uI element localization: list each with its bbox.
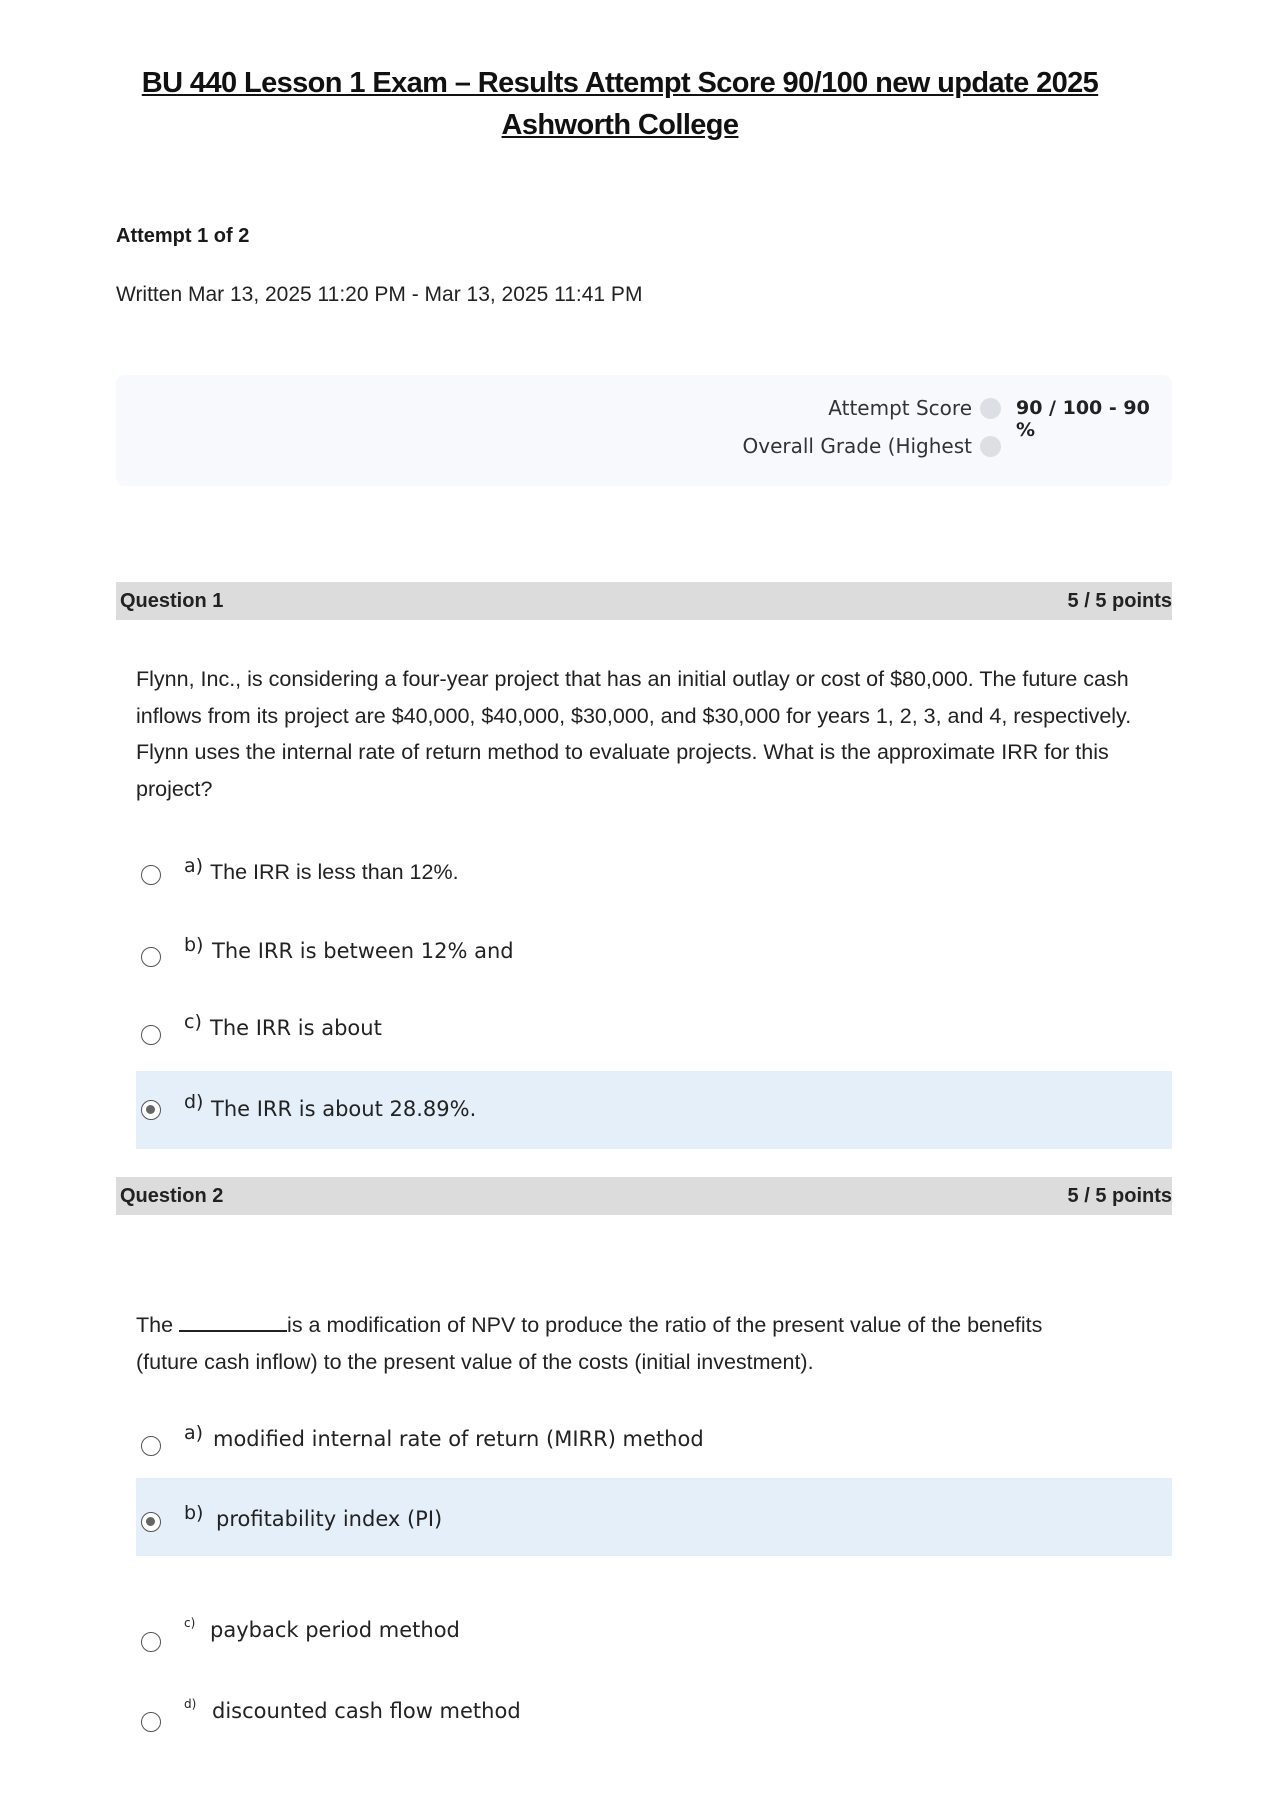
attempt-score-label: Attempt Score — [828, 396, 972, 420]
question-points: 5 / 5 points — [1067, 1185, 1172, 1207]
question-2-choice-c[interactable] — [136, 1600, 1172, 1678]
choice-letter: a) — [184, 855, 204, 877]
question-1-choice-c[interactable] — [136, 992, 1172, 1070]
question-2-choice-b[interactable] — [136, 1478, 1172, 1556]
question-2-text-before: The — [136, 1313, 174, 1337]
choice-letter: a) — [184, 1422, 204, 1444]
choice-letter: c) — [184, 1011, 202, 1033]
question-1-choice-a[interactable] — [136, 836, 1172, 914]
title-line-2: Ashworth College — [501, 109, 739, 141]
choice-text: modified internal rate of return (MIRR) method — [213, 1427, 704, 1451]
radio-button-checked[interactable] — [141, 1512, 161, 1532]
score-summary-box — [116, 375, 1172, 486]
score-value — [1016, 397, 1166, 441]
question-1-choice-b[interactable] — [136, 914, 1172, 992]
radio-button[interactable] — [141, 1025, 161, 1045]
score-value-line-1: 90 / 100 - 90 — [1016, 397, 1150, 419]
attempt-label: Attempt 1 of 2 — [116, 225, 250, 247]
question-2-choice-d[interactable] — [136, 1681, 1172, 1759]
written-timestamp: Written Mar 13, 2025 11:20 PM - Mar 13, 2025 11:41 PM — [116, 283, 643, 306]
radio-button[interactable] — [141, 1712, 161, 1732]
question-2-text — [136, 1307, 1086, 1380]
question-title: Question 2 — [120, 1185, 224, 1207]
choice-text: discounted cash flow method — [212, 1699, 521, 1723]
overall-grade-label: Overall Grade (Highest — [742, 434, 972, 458]
choice-letter: d) — [184, 1697, 197, 1711]
question-2-header — [116, 1177, 1172, 1215]
question-points: 5 / 5 points — [1067, 590, 1172, 612]
attempt-score-dot-icon — [980, 398, 1001, 419]
choice-text: The IRR is about — [210, 1016, 382, 1040]
choice-text: profitability index (PI) — [216, 1507, 443, 1531]
question-1-header — [116, 582, 1172, 620]
choice-text: payback period method — [210, 1618, 460, 1642]
question-title: Question 1 — [120, 590, 224, 612]
radio-button[interactable] — [141, 1436, 161, 1456]
choice-letter: b) — [184, 934, 204, 956]
choice-text: The IRR is about 28.89%. — [211, 1097, 477, 1121]
question-1-choice-d[interactable] — [136, 1071, 1172, 1149]
radio-button-checked[interactable] — [141, 1100, 161, 1120]
overall-grade-dot-icon — [980, 436, 1001, 457]
choice-text: The IRR is between 12% and — [212, 939, 514, 963]
choice-letter: d) — [184, 1091, 204, 1113]
choice-text: The IRR is less than 12%. — [210, 860, 459, 884]
choice-letter: c) — [184, 1616, 196, 1630]
question-2-text-after: is a modification of NPV to produce the ratio of the present value of the benefits (future cash inflow) to the present value of the costs (initial investment). — [136, 1313, 1043, 1374]
radio-button[interactable] — [141, 947, 161, 967]
page-title — [116, 62, 1124, 146]
score-value-line-2: % — [1016, 419, 1036, 441]
fill-in-blank — [179, 1307, 287, 1332]
radio-button[interactable] — [141, 1632, 161, 1652]
choice-letter: b) — [184, 1502, 204, 1524]
question-2-choice-a[interactable] — [136, 1405, 1172, 1483]
overall-grade-row — [116, 434, 1172, 460]
title-line-1: BU 440 Lesson 1 Exam – Results Attempt Score 90/100 new update 2025 — [141, 67, 1099, 99]
attempt-score-row — [116, 396, 1172, 422]
radio-button[interactable] — [141, 865, 161, 885]
question-1-text: Flynn, Inc., is considering a four-year project that has an initial outlay or cost of $80,000. The future cash inflows from its project are $40,000, $40,000, $30,000, and $30,000 for years 1, 2, 3, and 4, respectively. Flynn uses the internal rate of return method to evaluate projects. What is the approximate IRR for this project? — [136, 667, 1132, 801]
